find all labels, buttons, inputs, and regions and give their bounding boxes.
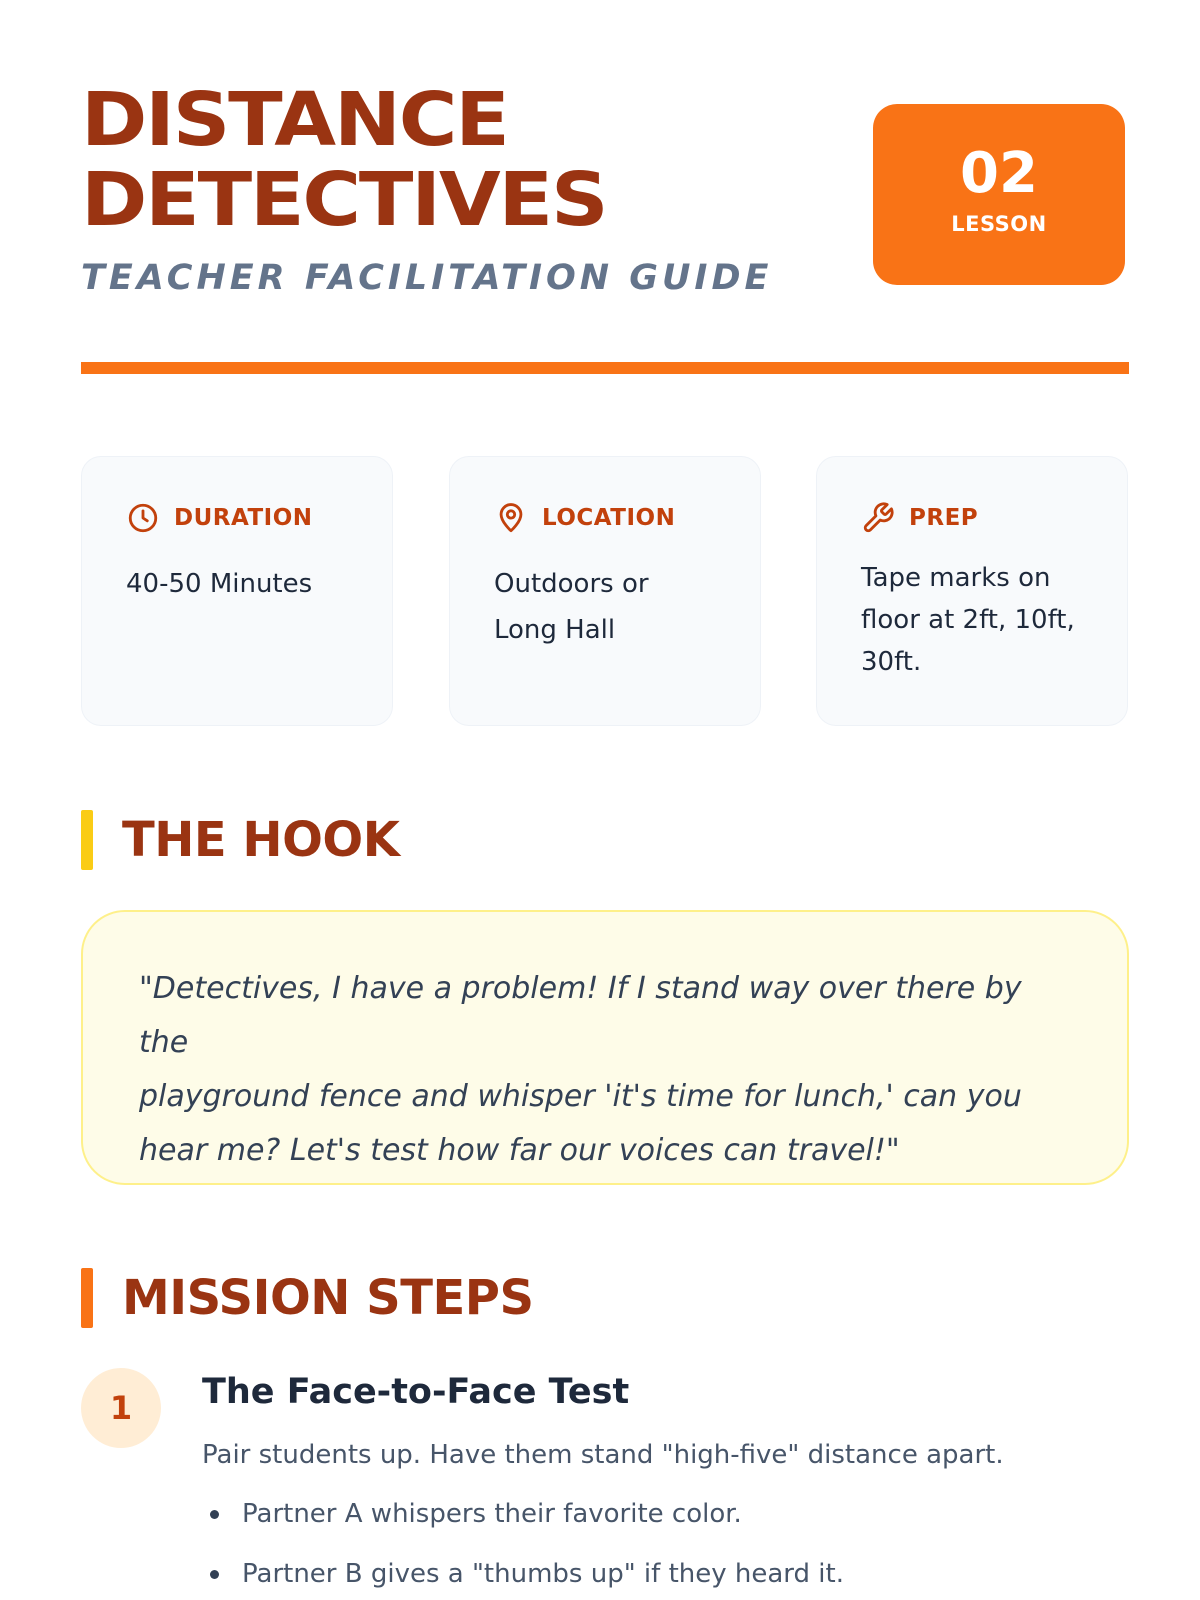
page-subtitle: TEACHER FACILITATION GUIDE (81, 258, 773, 298)
mission-section-header (81, 1268, 534, 1328)
title-line-2: DETECTIVES (81, 157, 607, 243)
hook-title: THE HOOK (122, 812, 400, 868)
step-number-badge: 1 (81, 1368, 161, 1448)
map-pin-icon (494, 501, 528, 535)
location-card (449, 456, 761, 726)
list-item: Partner A whispers their favorite color. (202, 1494, 844, 1554)
info-cards (81, 456, 1129, 728)
hook-quote (139, 962, 1071, 1178)
card-value-line: Long Hall (494, 615, 616, 645)
title-line-1: DISTANCE (81, 77, 508, 163)
card-value-line: Outdoors or (494, 569, 649, 599)
card-header (494, 501, 716, 535)
wrench-icon (861, 501, 895, 535)
quote-line: "Detectives, I have a problem! If I stand way over there by the (139, 971, 1022, 1060)
card-header (126, 501, 348, 535)
duration-card (81, 456, 393, 726)
hook-quote-box (81, 910, 1129, 1185)
lesson-label: LESSON (951, 212, 1047, 236)
clock-icon (126, 501, 160, 535)
step-title: The Face-to-Face Test (202, 1372, 630, 1412)
list-item: Partner B gives a "thumbs up" if they heard it. (202, 1554, 844, 1600)
card-value (861, 557, 1083, 683)
prep-card (816, 456, 1128, 726)
lesson-badge (873, 104, 1125, 285)
hook-accent-bar (81, 810, 93, 870)
card-label: PREP (909, 505, 979, 531)
mission-title: MISSION STEPS (122, 1270, 534, 1326)
card-value-line: floor at 2ft, 10ft, (861, 605, 1075, 635)
card-label: LOCATION (542, 505, 676, 531)
hook-section-header (81, 810, 399, 870)
card-value (126, 561, 348, 607)
card-value-line: Tape marks on (861, 563, 1051, 593)
card-header (861, 501, 1083, 535)
step-description: Pair students up. Have them stand "high-five" distance apart. (202, 1440, 1004, 1470)
card-value-line: 40-50 Minutes (126, 569, 313, 599)
quote-line: hear me? Let's test how far our voices can travel!" (139, 1133, 900, 1168)
header-divider (81, 362, 1129, 374)
step-bullet-list (202, 1494, 844, 1600)
card-value-line: 30ft. (861, 647, 922, 677)
quote-line: playground fence and whisper 'it's time for lunch,' can you (139, 1079, 1022, 1114)
card-value (494, 561, 716, 653)
mission-accent-bar (81, 1268, 93, 1328)
card-label: DURATION (174, 505, 313, 531)
page-header (81, 77, 1125, 380)
lesson-number: 02 (960, 141, 1038, 206)
